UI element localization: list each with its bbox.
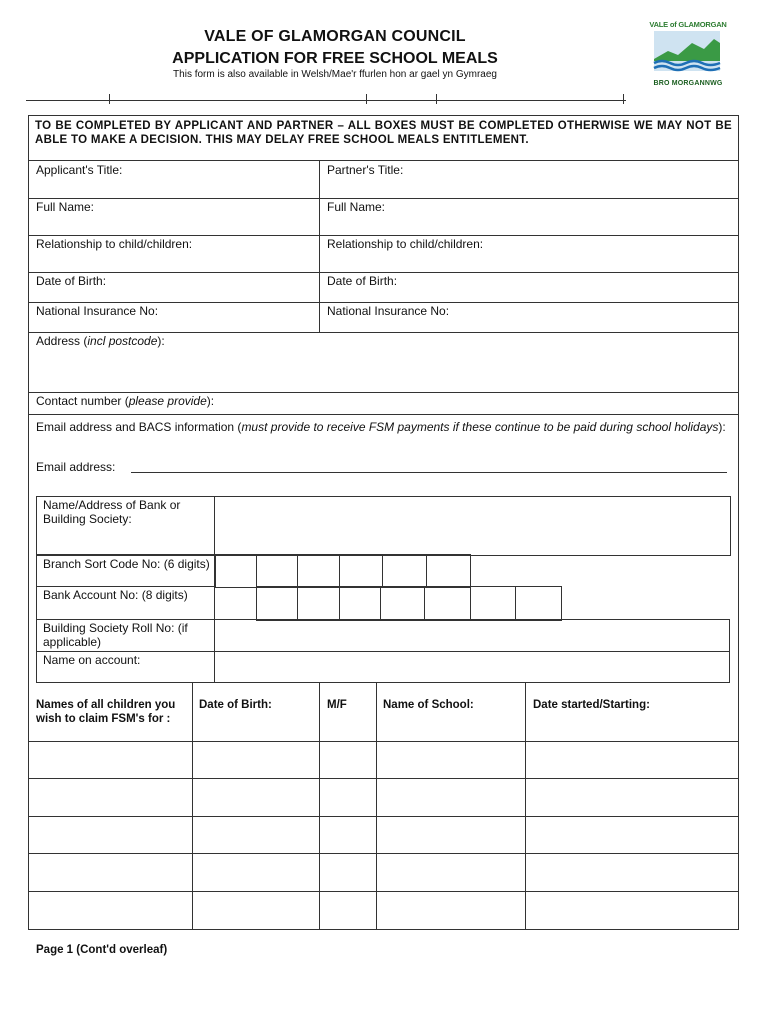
partner-relationship-field[interactable]: Relationship to child/children:	[327, 237, 484, 251]
table-row[interactable]	[29, 742, 738, 778]
partner-full-name-field[interactable]: Full Name:	[327, 200, 386, 214]
bank-name-address-input[interactable]	[215, 497, 728, 553]
partner-ni-field[interactable]: National Insurance No:	[327, 304, 450, 318]
contact-number-field[interactable]: Contact number (please provide):	[36, 394, 215, 408]
applicant-title-field[interactable]: Applicant's Title:	[36, 163, 123, 177]
name-on-account-label: Name on account:	[43, 653, 141, 667]
header-child-names: Names of all children you wish to claim FSM's for :	[36, 699, 176, 725]
email-address-line[interactable]	[131, 472, 727, 473]
sort-code-digit[interactable]	[215, 554, 257, 588]
account-no-digit[interactable]	[470, 586, 516, 621]
account-no-digit[interactable]	[297, 586, 340, 621]
sort-code-digit[interactable]	[339, 554, 383, 588]
account-no-digit[interactable]	[339, 586, 381, 621]
sort-code-label: Branch Sort Code No: (6 digits)	[43, 557, 210, 571]
application-form	[28, 115, 739, 930]
name-on-account-input[interactable]	[215, 652, 728, 681]
council-logo	[648, 20, 728, 90]
completion-warning: TO BE COMPLETED BY APPLICANT AND PARTNER – ALL BOXES MUST BE COMPLETED OTHERWISE WE MAY NOT BE ABLE TO MAKE A DECISION. THIS MAY DELAY FREE SCHOOL MEALS ENTITLEMENT.	[35, 120, 732, 146]
email-bacs-info: Email address and BACS information (must provide to receive FSM payments if these continue to be paid during school holidays):	[36, 420, 726, 434]
partner-title-field[interactable]: Partner's Title:	[327, 163, 404, 177]
page-footer: Page 1 (Cont'd overleaf)	[36, 944, 168, 956]
sort-code-digit[interactable]	[426, 554, 471, 588]
table-row[interactable]	[29, 854, 738, 891]
table-row[interactable]	[29, 779, 738, 816]
sort-code-digit[interactable]	[256, 554, 298, 588]
account-no-digit[interactable]	[424, 586, 471, 621]
account-no-label: Bank Account No: (8 digits)	[43, 588, 188, 602]
email-address-label: Email address:	[36, 460, 116, 474]
account-no-digit[interactable]	[380, 586, 425, 621]
council-name: VALE OF GLAMORGAN COUNCIL	[204, 28, 466, 45]
roll-no-label: Building Society Roll No: (if applicable)	[43, 621, 188, 649]
language-note: This form is also available in Welsh/Mae'r ffurlen hon ar gael yn Gymraeg	[173, 69, 497, 80]
cropped-reference-row	[26, 86, 626, 101]
applicant-relationship-field[interactable]: Relationship to child/children:	[36, 237, 193, 251]
sort-code-digit[interactable]	[382, 554, 427, 588]
applicant-dob-field[interactable]: Date of Birth:	[36, 274, 107, 288]
header-child-dob: Date of Birth:	[199, 699, 272, 711]
logo-top-text: VALE of GLAMORGAN	[649, 20, 727, 29]
sort-code-digit[interactable]	[297, 554, 340, 588]
logo-landscape-icon	[648, 29, 728, 75]
header-school-name: Name of School:	[383, 699, 474, 711]
bank-name-address-label: Name/Address of Bank or Building Society:	[43, 498, 181, 526]
roll-no-input[interactable]	[215, 620, 728, 650]
table-row[interactable]	[29, 817, 738, 853]
address-field[interactable]: Address (incl postcode):	[36, 334, 165, 348]
header-date-started: Date started/Starting:	[533, 699, 650, 711]
form-title: APPLICATION FOR FREE SCHOOL MEALS	[172, 50, 498, 67]
applicant-full-name-field[interactable]: Full Name:	[36, 200, 95, 214]
logo-bottom-text: BRO MORGANNWG	[653, 80, 723, 87]
account-no-digit[interactable]	[515, 586, 562, 621]
applicant-ni-field[interactable]: National Insurance No:	[36, 304, 159, 318]
partner-dob-field[interactable]: Date of Birth:	[327, 274, 398, 288]
header-gender: M/F	[327, 699, 347, 711]
account-no-digit[interactable]	[256, 586, 298, 621]
table-row[interactable]	[29, 892, 738, 929]
